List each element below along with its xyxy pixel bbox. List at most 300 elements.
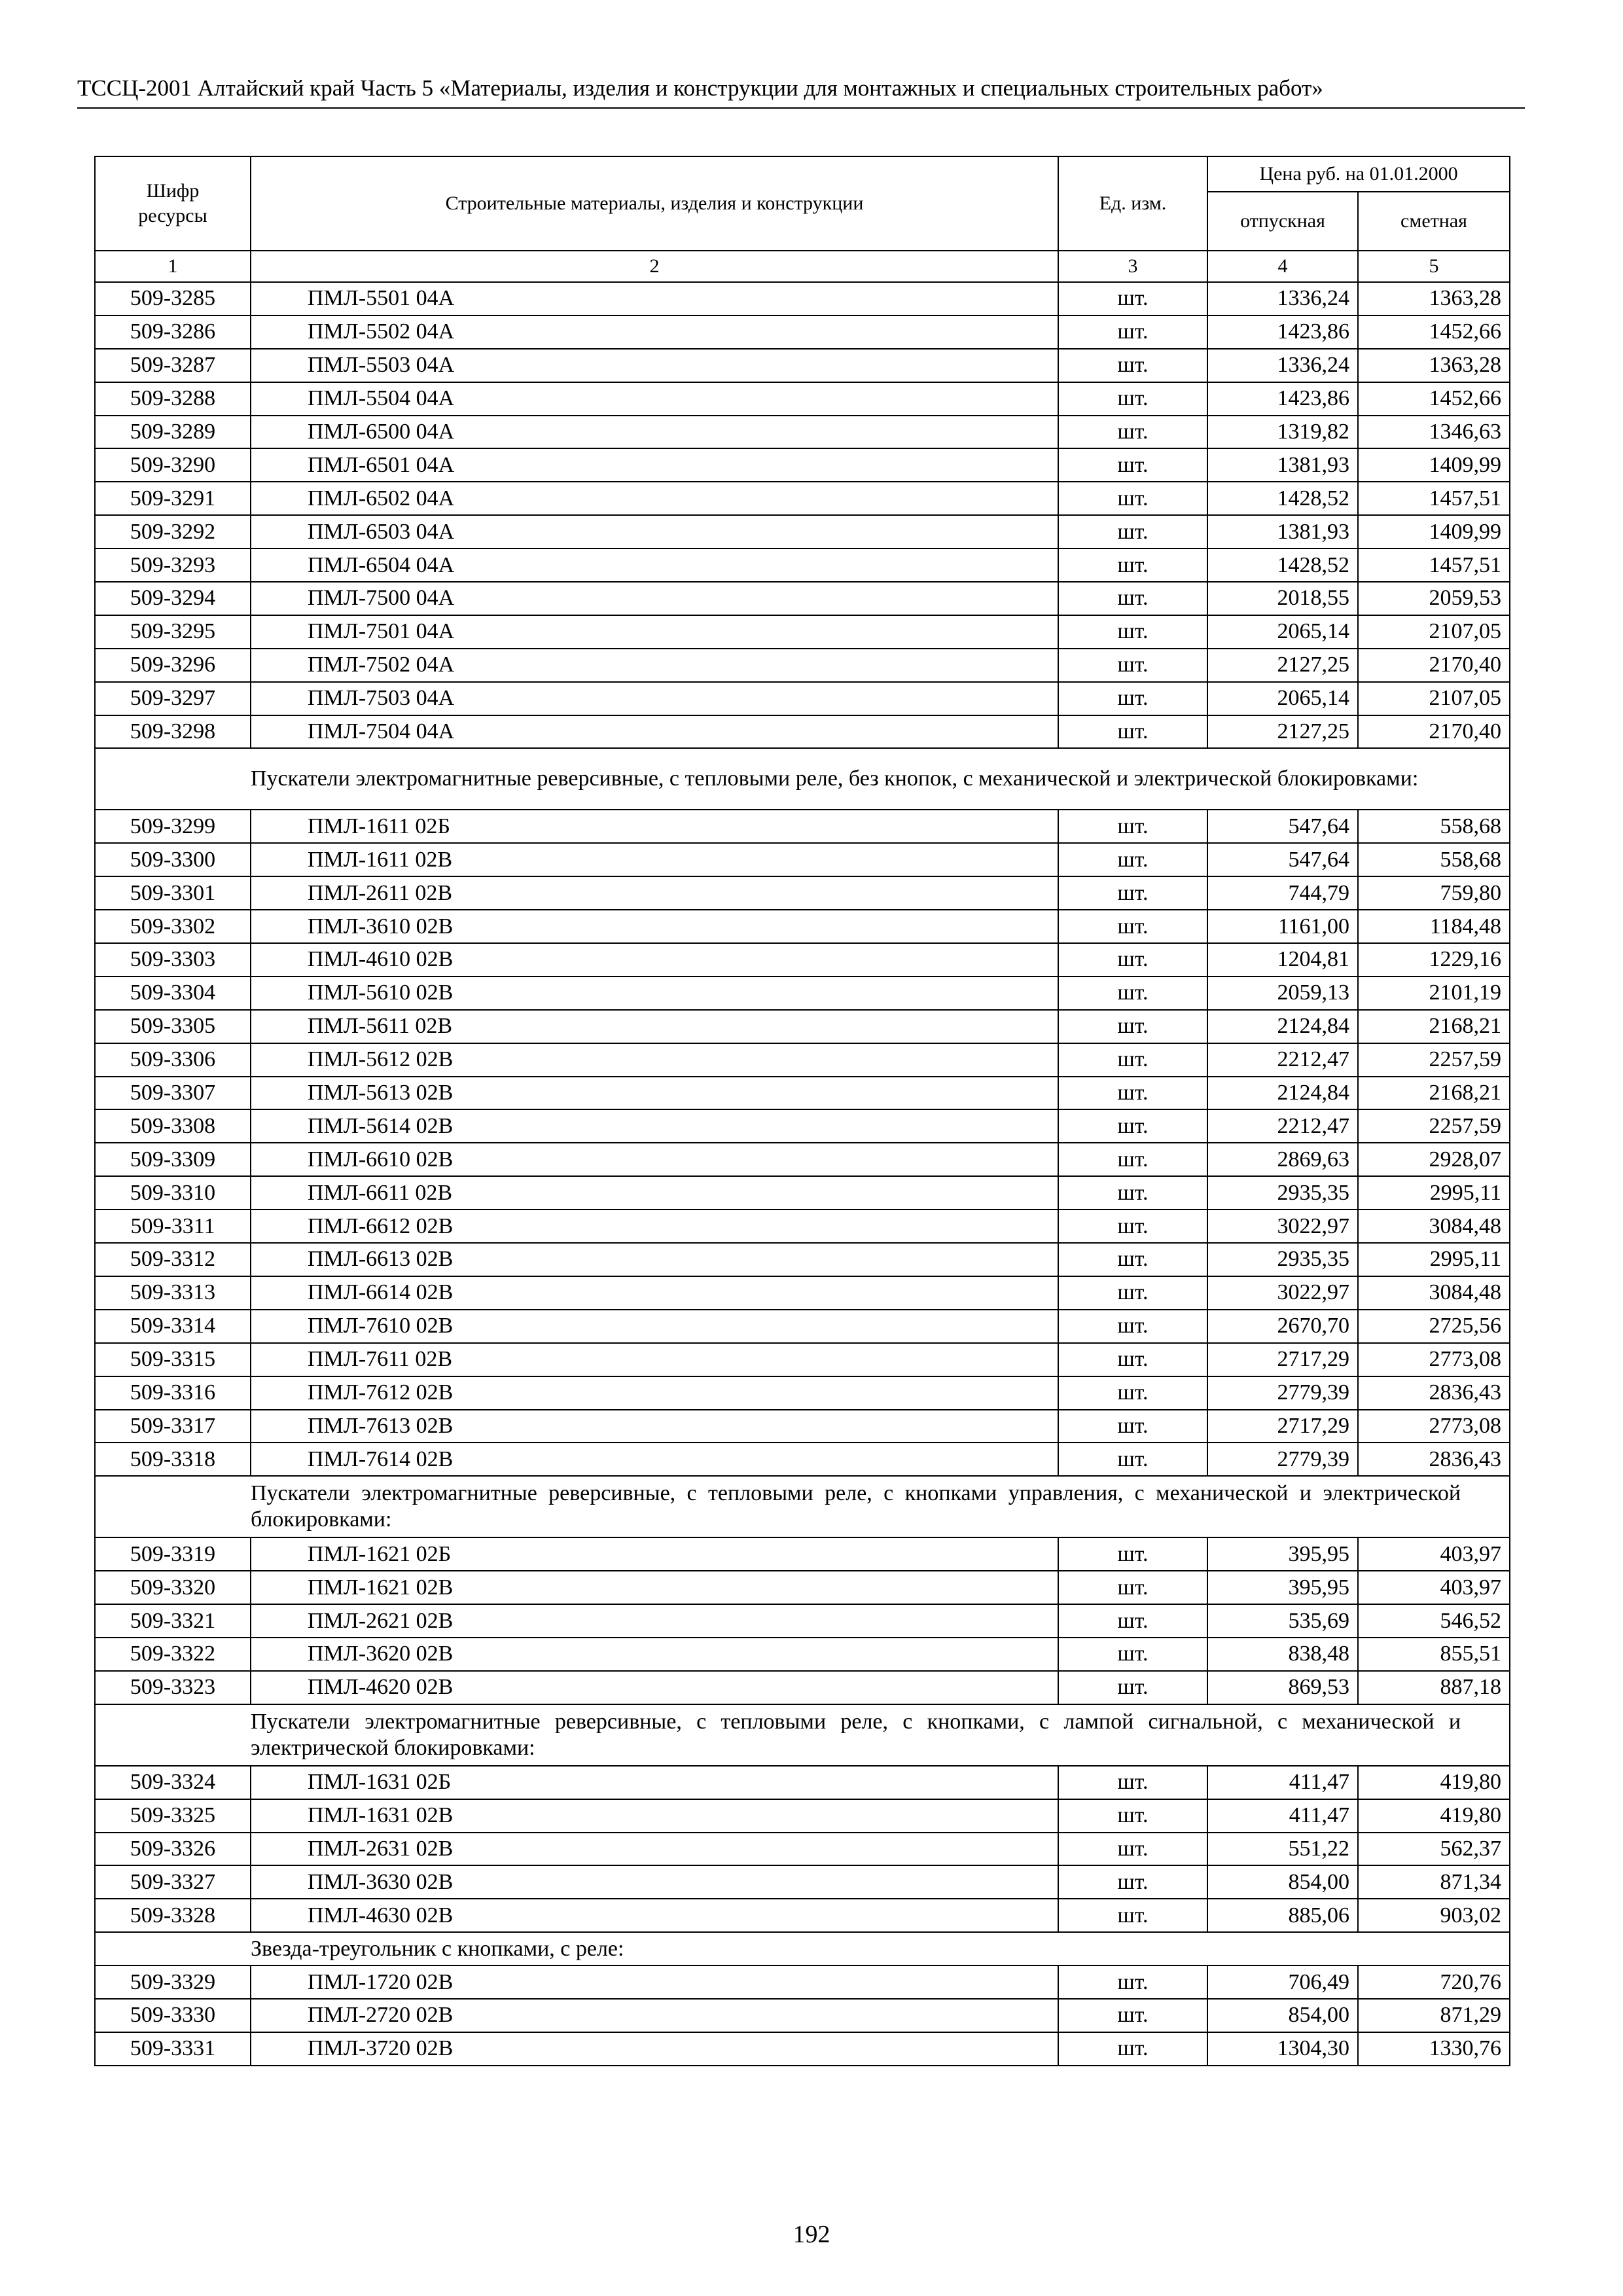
section-heading-row	[95, 1932, 1510, 1965]
resource-code: 509-3306	[95, 1043, 251, 1077]
table-row	[95, 1865, 1510, 1899]
table-row	[95, 382, 1510, 416]
item-name: ПМЛ-2631 02В	[251, 1833, 1058, 1866]
estimate-price: 1330,76	[1358, 2032, 1510, 2066]
release-price: 1304,30	[1207, 2032, 1358, 2066]
unit-of-measure: шт.	[1058, 515, 1207, 548]
unit-of-measure: шт.	[1058, 1310, 1207, 1343]
unit-of-measure: шт.	[1058, 977, 1207, 1010]
item-name: ПМЛ-5610 02В	[251, 977, 1058, 1010]
table-row	[95, 1043, 1510, 1077]
table-row	[95, 349, 1510, 382]
table-body	[95, 282, 1510, 2066]
estimate-price: 2725,56	[1358, 1310, 1510, 1343]
resource-code: 509-3290	[95, 448, 251, 482]
release-price: 2670,70	[1207, 1310, 1358, 1343]
table-row	[95, 548, 1510, 582]
table-row	[95, 1899, 1510, 1932]
resource-code: 509-3323	[95, 1671, 251, 1704]
estimate-price: 2928,07	[1358, 1143, 1510, 1176]
release-price: 838,48	[1207, 1638, 1358, 1671]
item-name: ПМЛ-1631 02В	[251, 1799, 1058, 1833]
resource-code: 509-3330	[95, 1999, 251, 2032]
release-price: 1336,24	[1207, 282, 1358, 315]
item-name: ПМЛ-6500 04А	[251, 416, 1058, 449]
estimate-price: 855,51	[1358, 1638, 1510, 1671]
release-price: 1161,00	[1207, 910, 1358, 943]
estimate-price: 2107,05	[1358, 615, 1510, 649]
release-price: 854,00	[1207, 1865, 1358, 1899]
item-name: ПМЛ-5501 04А	[251, 282, 1058, 315]
section-blank-cell	[95, 1932, 251, 1965]
table-row	[95, 416, 1510, 449]
item-name: ПМЛ-3610 02В	[251, 910, 1058, 943]
resource-code: 509-3286	[95, 315, 251, 349]
item-name: ПМЛ-6612 02В	[251, 1210, 1058, 1243]
item-name: ПМЛ-1621 02В	[251, 1571, 1058, 1604]
resource-code: 509-3300	[95, 843, 251, 876]
item-name: ПМЛ-1611 02Б	[251, 810, 1058, 843]
table-row	[95, 1077, 1510, 1110]
estimate-price: 2995,11	[1358, 1243, 1510, 1276]
item-name: ПМЛ-6613 02В	[251, 1243, 1058, 1276]
table-row	[95, 1537, 1510, 1571]
resource-code: 509-3324	[95, 1766, 251, 1799]
table-row	[95, 1243, 1510, 1276]
item-name: ПМЛ-7501 04А	[251, 615, 1058, 649]
resource-code: 509-3327	[95, 1865, 251, 1899]
estimate-price: 403,97	[1358, 1537, 1510, 1571]
resource-code: 509-3316	[95, 1376, 251, 1410]
table-row	[95, 1176, 1510, 1210]
item-name: ПМЛ-4620 02В	[251, 1671, 1058, 1704]
unit-of-measure: шт.	[1058, 1899, 1207, 1932]
resource-code: 509-3295	[95, 615, 251, 649]
table-row	[95, 448, 1510, 482]
table-row	[95, 977, 1510, 1010]
release-price: 2212,47	[1207, 1043, 1358, 1077]
resource-code: 509-3329	[95, 1965, 251, 1999]
table-row	[95, 1010, 1510, 1043]
release-price: 3022,97	[1207, 1210, 1358, 1243]
resource-code: 509-3292	[95, 515, 251, 548]
item-name: ПМЛ-4610 02В	[251, 943, 1058, 977]
unit-of-measure: шт.	[1058, 649, 1207, 682]
item-name: ПМЛ-5611 02В	[251, 1010, 1058, 1043]
estimate-price: 2107,05	[1358, 682, 1510, 715]
release-price: 547,64	[1207, 843, 1358, 876]
estimate-price: 2101,19	[1358, 977, 1510, 1010]
estimate-price: 871,34	[1358, 1865, 1510, 1899]
unit-of-measure: шт.	[1058, 615, 1207, 649]
section-heading: Звезда-треугольник с кнопками, с реле:	[251, 1932, 1510, 1965]
unit-of-measure: шт.	[1058, 943, 1207, 977]
estimate-price: 1457,51	[1358, 548, 1510, 582]
table-row	[95, 1799, 1510, 1833]
unit-of-measure: шт.	[1058, 1638, 1207, 1671]
release-price: 885,06	[1207, 1899, 1358, 1932]
estimate-price: 720,76	[1358, 1965, 1510, 1999]
resource-code: 509-3317	[95, 1410, 251, 1443]
release-price: 3022,97	[1207, 1276, 1358, 1310]
unit-of-measure: шт.	[1058, 582, 1207, 615]
resource-code: 509-3293	[95, 548, 251, 582]
estimate-price: 2995,11	[1358, 1176, 1510, 1210]
section-blank-cell	[95, 748, 251, 810]
item-name: ПМЛ-2720 02В	[251, 1999, 1058, 2032]
table-row	[95, 1833, 1510, 1866]
running-header: ТССЦ-2001 Алтайский край Часть 5 «Материалы, изделия и конструкции для монтажных и специальных строительных работ»	[77, 73, 1525, 109]
resource-code: 509-3302	[95, 910, 251, 943]
item-name: ПМЛ-1720 02В	[251, 1965, 1058, 1999]
table-row	[95, 315, 1510, 349]
table-row	[95, 1343, 1510, 1376]
unit-of-measure: шт.	[1058, 416, 1207, 449]
release-price: 1423,86	[1207, 382, 1358, 416]
estimate-price: 1457,51	[1358, 482, 1510, 515]
item-name: ПМЛ-6614 02В	[251, 1276, 1058, 1310]
estimate-price: 546,52	[1358, 1604, 1510, 1638]
estimate-price: 2170,40	[1358, 715, 1510, 749]
unit-of-measure: шт.	[1058, 1276, 1207, 1310]
table-row	[95, 649, 1510, 682]
resource-code: 509-3309	[95, 1143, 251, 1176]
item-name: ПМЛ-7614 02В	[251, 1443, 1058, 1476]
resource-code: 509-3308	[95, 1109, 251, 1143]
resource-code: 509-3318	[95, 1443, 251, 1476]
release-price: 551,22	[1207, 1833, 1358, 1866]
release-price: 1423,86	[1207, 315, 1358, 349]
table-row	[95, 1671, 1510, 1704]
table-row	[95, 843, 1510, 876]
unit-of-measure: шт.	[1058, 1865, 1207, 1899]
release-price: 2779,39	[1207, 1376, 1358, 1410]
release-price: 535,69	[1207, 1604, 1358, 1638]
release-price: 2059,13	[1207, 977, 1358, 1010]
col-header-release-price: отпускная	[1207, 192, 1358, 251]
release-price: 2717,29	[1207, 1343, 1358, 1376]
resource-code: 509-3301	[95, 876, 251, 910]
section-blank-cell	[95, 1476, 251, 1537]
unit-of-measure: шт.	[1058, 1043, 1207, 1077]
resource-code: 509-3303	[95, 943, 251, 977]
col-header-name: Строительные материалы, изделия и конструкции	[251, 156, 1058, 251]
table-row	[95, 943, 1510, 977]
table-row	[95, 682, 1510, 715]
resource-code: 509-3299	[95, 810, 251, 843]
unit-of-measure: шт.	[1058, 1671, 1207, 1704]
table-row	[95, 1376, 1510, 1410]
table-row	[95, 515, 1510, 548]
unit-of-measure: шт.	[1058, 843, 1207, 876]
resource-code: 509-3289	[95, 416, 251, 449]
section-heading: Пускатели электромагнитные реверсивные, с тепловыми реле, с кнопками, с лампой сигнальной, с механической и электрической блокировками:	[251, 1704, 1510, 1766]
table-row	[95, 1143, 1510, 1176]
resource-code: 509-3298	[95, 715, 251, 749]
unit-of-measure: шт.	[1058, 1176, 1207, 1210]
estimate-price: 871,29	[1358, 1999, 1510, 2032]
release-price: 869,53	[1207, 1671, 1358, 1704]
section-heading-row	[95, 1704, 1510, 1766]
release-price: 2065,14	[1207, 682, 1358, 715]
release-price: 744,79	[1207, 876, 1358, 910]
unit-of-measure: шт.	[1058, 1109, 1207, 1143]
unit-of-measure: шт.	[1058, 810, 1207, 843]
col-number: 5	[1358, 251, 1510, 282]
estimate-price: 2257,59	[1358, 1109, 1510, 1143]
estimate-price: 403,97	[1358, 1571, 1510, 1604]
resource-code: 509-3322	[95, 1638, 251, 1671]
estimate-price: 3084,48	[1358, 1210, 1510, 1243]
item-name: ПМЛ-5614 02В	[251, 1109, 1058, 1143]
estimate-price: 2773,08	[1358, 1343, 1510, 1376]
item-name: ПМЛ-5612 02В	[251, 1043, 1058, 1077]
section-heading-row	[95, 1476, 1510, 1537]
item-name: ПМЛ-6502 04А	[251, 482, 1058, 515]
table-row	[95, 715, 1510, 749]
item-name: ПМЛ-7613 02В	[251, 1410, 1058, 1443]
item-name: ПМЛ-7502 04А	[251, 649, 1058, 682]
table-row	[95, 1638, 1510, 1671]
unit-of-measure: шт.	[1058, 1766, 1207, 1799]
unit-of-measure: шт.	[1058, 1571, 1207, 1604]
release-price: 2127,25	[1207, 715, 1358, 749]
unit-of-measure: шт.	[1058, 1604, 1207, 1638]
release-price: 1319,82	[1207, 416, 1358, 449]
col-header-code: Шифр ресурсы	[95, 156, 251, 251]
release-price: 2018,55	[1207, 582, 1358, 615]
estimate-price: 2168,21	[1358, 1010, 1510, 1043]
release-price: 2065,14	[1207, 615, 1358, 649]
unit-of-measure: шт.	[1058, 1210, 1207, 1243]
unit-of-measure: шт.	[1058, 1343, 1207, 1376]
unit-of-measure: шт.	[1058, 548, 1207, 582]
estimate-price: 1363,28	[1358, 349, 1510, 382]
price-table	[94, 156, 1510, 2066]
release-price: 1336,24	[1207, 349, 1358, 382]
estimate-price: 2257,59	[1358, 1043, 1510, 1077]
release-price: 411,47	[1207, 1766, 1358, 1799]
item-name: ПМЛ-3720 02В	[251, 2032, 1058, 2066]
table-row	[95, 1604, 1510, 1638]
release-price: 854,00	[1207, 1999, 1358, 2032]
resource-code: 509-3320	[95, 1571, 251, 1604]
estimate-price: 1452,66	[1358, 315, 1510, 349]
estimate-price: 1452,66	[1358, 382, 1510, 416]
release-price: 1428,52	[1207, 482, 1358, 515]
release-price: 2869,63	[1207, 1143, 1358, 1176]
release-price: 395,95	[1207, 1571, 1358, 1604]
estimate-price: 903,02	[1358, 1899, 1510, 1932]
table-row	[95, 1310, 1510, 1343]
estimate-price: 1409,99	[1358, 448, 1510, 482]
item-name: ПМЛ-5503 04А	[251, 349, 1058, 382]
estimate-price: 419,80	[1358, 1766, 1510, 1799]
unit-of-measure: шт.	[1058, 349, 1207, 382]
unit-of-measure: шт.	[1058, 1010, 1207, 1043]
estimate-price: 759,80	[1358, 876, 1510, 910]
table-row	[95, 1210, 1510, 1243]
col-header-unit: Ед. изм.	[1058, 156, 1207, 251]
table-row	[95, 910, 1510, 943]
item-name: ПМЛ-1611 02В	[251, 843, 1058, 876]
estimate-price: 2059,53	[1358, 582, 1510, 615]
item-name: ПМЛ-6610 02В	[251, 1143, 1058, 1176]
release-price: 395,95	[1207, 1537, 1358, 1571]
estimate-price: 1184,48	[1358, 910, 1510, 943]
table-row	[95, 1410, 1510, 1443]
unit-of-measure: шт.	[1058, 1143, 1207, 1176]
unit-of-measure: шт.	[1058, 1999, 1207, 2032]
item-name: ПМЛ-7503 04А	[251, 682, 1058, 715]
resource-code: 509-3287	[95, 349, 251, 382]
item-name: ПМЛ-3630 02В	[251, 1865, 1058, 1899]
unit-of-measure: шт.	[1058, 876, 1207, 910]
item-name: ПМЛ-3620 02В	[251, 1638, 1058, 1671]
page-number: 192	[793, 2221, 830, 2248]
table-row	[95, 282, 1510, 315]
unit-of-measure: шт.	[1058, 1410, 1207, 1443]
resource-code: 509-3294	[95, 582, 251, 615]
item-name: ПМЛ-6504 04А	[251, 548, 1058, 582]
table-row	[95, 1766, 1510, 1799]
resource-code: 509-3291	[95, 482, 251, 515]
resource-code: 509-3326	[95, 1833, 251, 1866]
item-name: ПМЛ-5502 04А	[251, 315, 1058, 349]
unit-of-measure: шт.	[1058, 2032, 1207, 2066]
item-name: ПМЛ-6503 04А	[251, 515, 1058, 548]
item-name: ПМЛ-7500 04А	[251, 582, 1058, 615]
unit-of-measure: шт.	[1058, 1833, 1207, 1866]
item-name: ПМЛ-5504 04А	[251, 382, 1058, 416]
unit-of-measure: шт.	[1058, 382, 1207, 416]
release-price: 706,49	[1207, 1965, 1358, 1999]
resource-code: 509-3288	[95, 382, 251, 416]
unit-of-measure: шт.	[1058, 715, 1207, 749]
resource-code: 509-3285	[95, 282, 251, 315]
table-row	[95, 615, 1510, 649]
col-number: 2	[251, 251, 1058, 282]
col-header-price-group: Цена руб. на 01.01.2000	[1207, 156, 1510, 192]
table-row	[95, 810, 1510, 843]
resource-code: 509-3313	[95, 1276, 251, 1310]
release-price: 1204,81	[1207, 943, 1358, 977]
col-header-estimate-price: сметная	[1358, 192, 1510, 251]
unit-of-measure: шт.	[1058, 1965, 1207, 1999]
table-row	[95, 1276, 1510, 1310]
item-name: ПМЛ-2621 02В	[251, 1604, 1058, 1638]
estimate-price: 3084,48	[1358, 1276, 1510, 1310]
release-price: 2212,47	[1207, 1109, 1358, 1143]
unit-of-measure: шт.	[1058, 910, 1207, 943]
release-price: 411,47	[1207, 1799, 1358, 1833]
release-price: 2124,84	[1207, 1010, 1358, 1043]
table-row	[95, 2032, 1510, 2066]
unit-of-measure: шт.	[1058, 1537, 1207, 1571]
resource-code: 509-3315	[95, 1343, 251, 1376]
item-name: ПМЛ-5613 02В	[251, 1077, 1058, 1110]
estimate-price: 2170,40	[1358, 649, 1510, 682]
resource-code: 509-3319	[95, 1537, 251, 1571]
item-name: ПМЛ-7611 02В	[251, 1343, 1058, 1376]
table-row	[95, 1999, 1510, 2032]
unit-of-measure: шт.	[1058, 1376, 1207, 1410]
estimate-price: 558,68	[1358, 810, 1510, 843]
table-row	[95, 482, 1510, 515]
unit-of-measure: шт.	[1058, 1799, 1207, 1833]
resource-code: 509-3311	[95, 1210, 251, 1243]
resource-code: 509-3314	[95, 1310, 251, 1343]
release-price: 2779,39	[1207, 1443, 1358, 1476]
resource-code: 509-3312	[95, 1243, 251, 1276]
release-price: 2124,84	[1207, 1077, 1358, 1110]
resource-code: 509-3305	[95, 1010, 251, 1043]
item-name: ПМЛ-7504 04А	[251, 715, 1058, 749]
release-price: 2717,29	[1207, 1410, 1358, 1443]
item-name: ПМЛ-1631 02Б	[251, 1766, 1058, 1799]
section-heading: Пускатели электромагнитные реверсивные, с тепловыми реле, без кнопок, с механической и электрической блокировками:	[251, 748, 1510, 810]
table-row	[95, 1571, 1510, 1604]
estimate-price: 2836,43	[1358, 1376, 1510, 1410]
release-price: 1381,93	[1207, 515, 1358, 548]
resource-code: 509-3331	[95, 2032, 251, 2066]
col-number: 1	[95, 251, 251, 282]
estimate-price: 558,68	[1358, 843, 1510, 876]
estimate-price: 1409,99	[1358, 515, 1510, 548]
resource-code: 509-3325	[95, 1799, 251, 1833]
unit-of-measure: шт.	[1058, 682, 1207, 715]
release-price: 1428,52	[1207, 548, 1358, 582]
table-row	[95, 582, 1510, 615]
resource-code: 509-3321	[95, 1604, 251, 1638]
release-price: 2935,35	[1207, 1176, 1358, 1210]
estimate-price: 1363,28	[1358, 282, 1510, 315]
col-number: 4	[1207, 251, 1358, 282]
item-name: ПМЛ-7612 02В	[251, 1376, 1058, 1410]
unit-of-measure: шт.	[1058, 315, 1207, 349]
unit-of-measure: шт.	[1058, 448, 1207, 482]
item-name: ПМЛ-6611 02В	[251, 1176, 1058, 1210]
release-price: 547,64	[1207, 810, 1358, 843]
section-heading-row	[95, 748, 1510, 810]
estimate-price: 2773,08	[1358, 1410, 1510, 1443]
item-name: ПМЛ-1621 02Б	[251, 1537, 1058, 1571]
unit-of-measure: шт.	[1058, 482, 1207, 515]
item-name: ПМЛ-4630 02В	[251, 1899, 1058, 1932]
estimate-price: 1229,16	[1358, 943, 1510, 977]
table-row	[95, 1965, 1510, 1999]
unit-of-measure: шт.	[1058, 282, 1207, 315]
resource-code: 509-3328	[95, 1899, 251, 1932]
section-heading: Пускатели электромагнитные реверсивные, с тепловыми реле, с кнопками управления, с механической и электрической блокировками:	[251, 1476, 1510, 1537]
estimate-price: 419,80	[1358, 1799, 1510, 1833]
resource-code: 509-3296	[95, 649, 251, 682]
table-header	[95, 156, 1510, 282]
table-row	[95, 1109, 1510, 1143]
col-number: 3	[1058, 251, 1207, 282]
estimate-price: 887,18	[1358, 1671, 1510, 1704]
resource-code: 509-3297	[95, 682, 251, 715]
estimate-price: 1346,63	[1358, 416, 1510, 449]
estimate-price: 2836,43	[1358, 1443, 1510, 1476]
unit-of-measure: шт.	[1058, 1443, 1207, 1476]
resource-code: 509-3307	[95, 1077, 251, 1110]
release-price: 1381,93	[1207, 448, 1358, 482]
unit-of-measure: шт.	[1058, 1243, 1207, 1276]
table-row	[95, 876, 1510, 910]
resource-code: 509-3310	[95, 1176, 251, 1210]
release-price: 2127,25	[1207, 649, 1358, 682]
